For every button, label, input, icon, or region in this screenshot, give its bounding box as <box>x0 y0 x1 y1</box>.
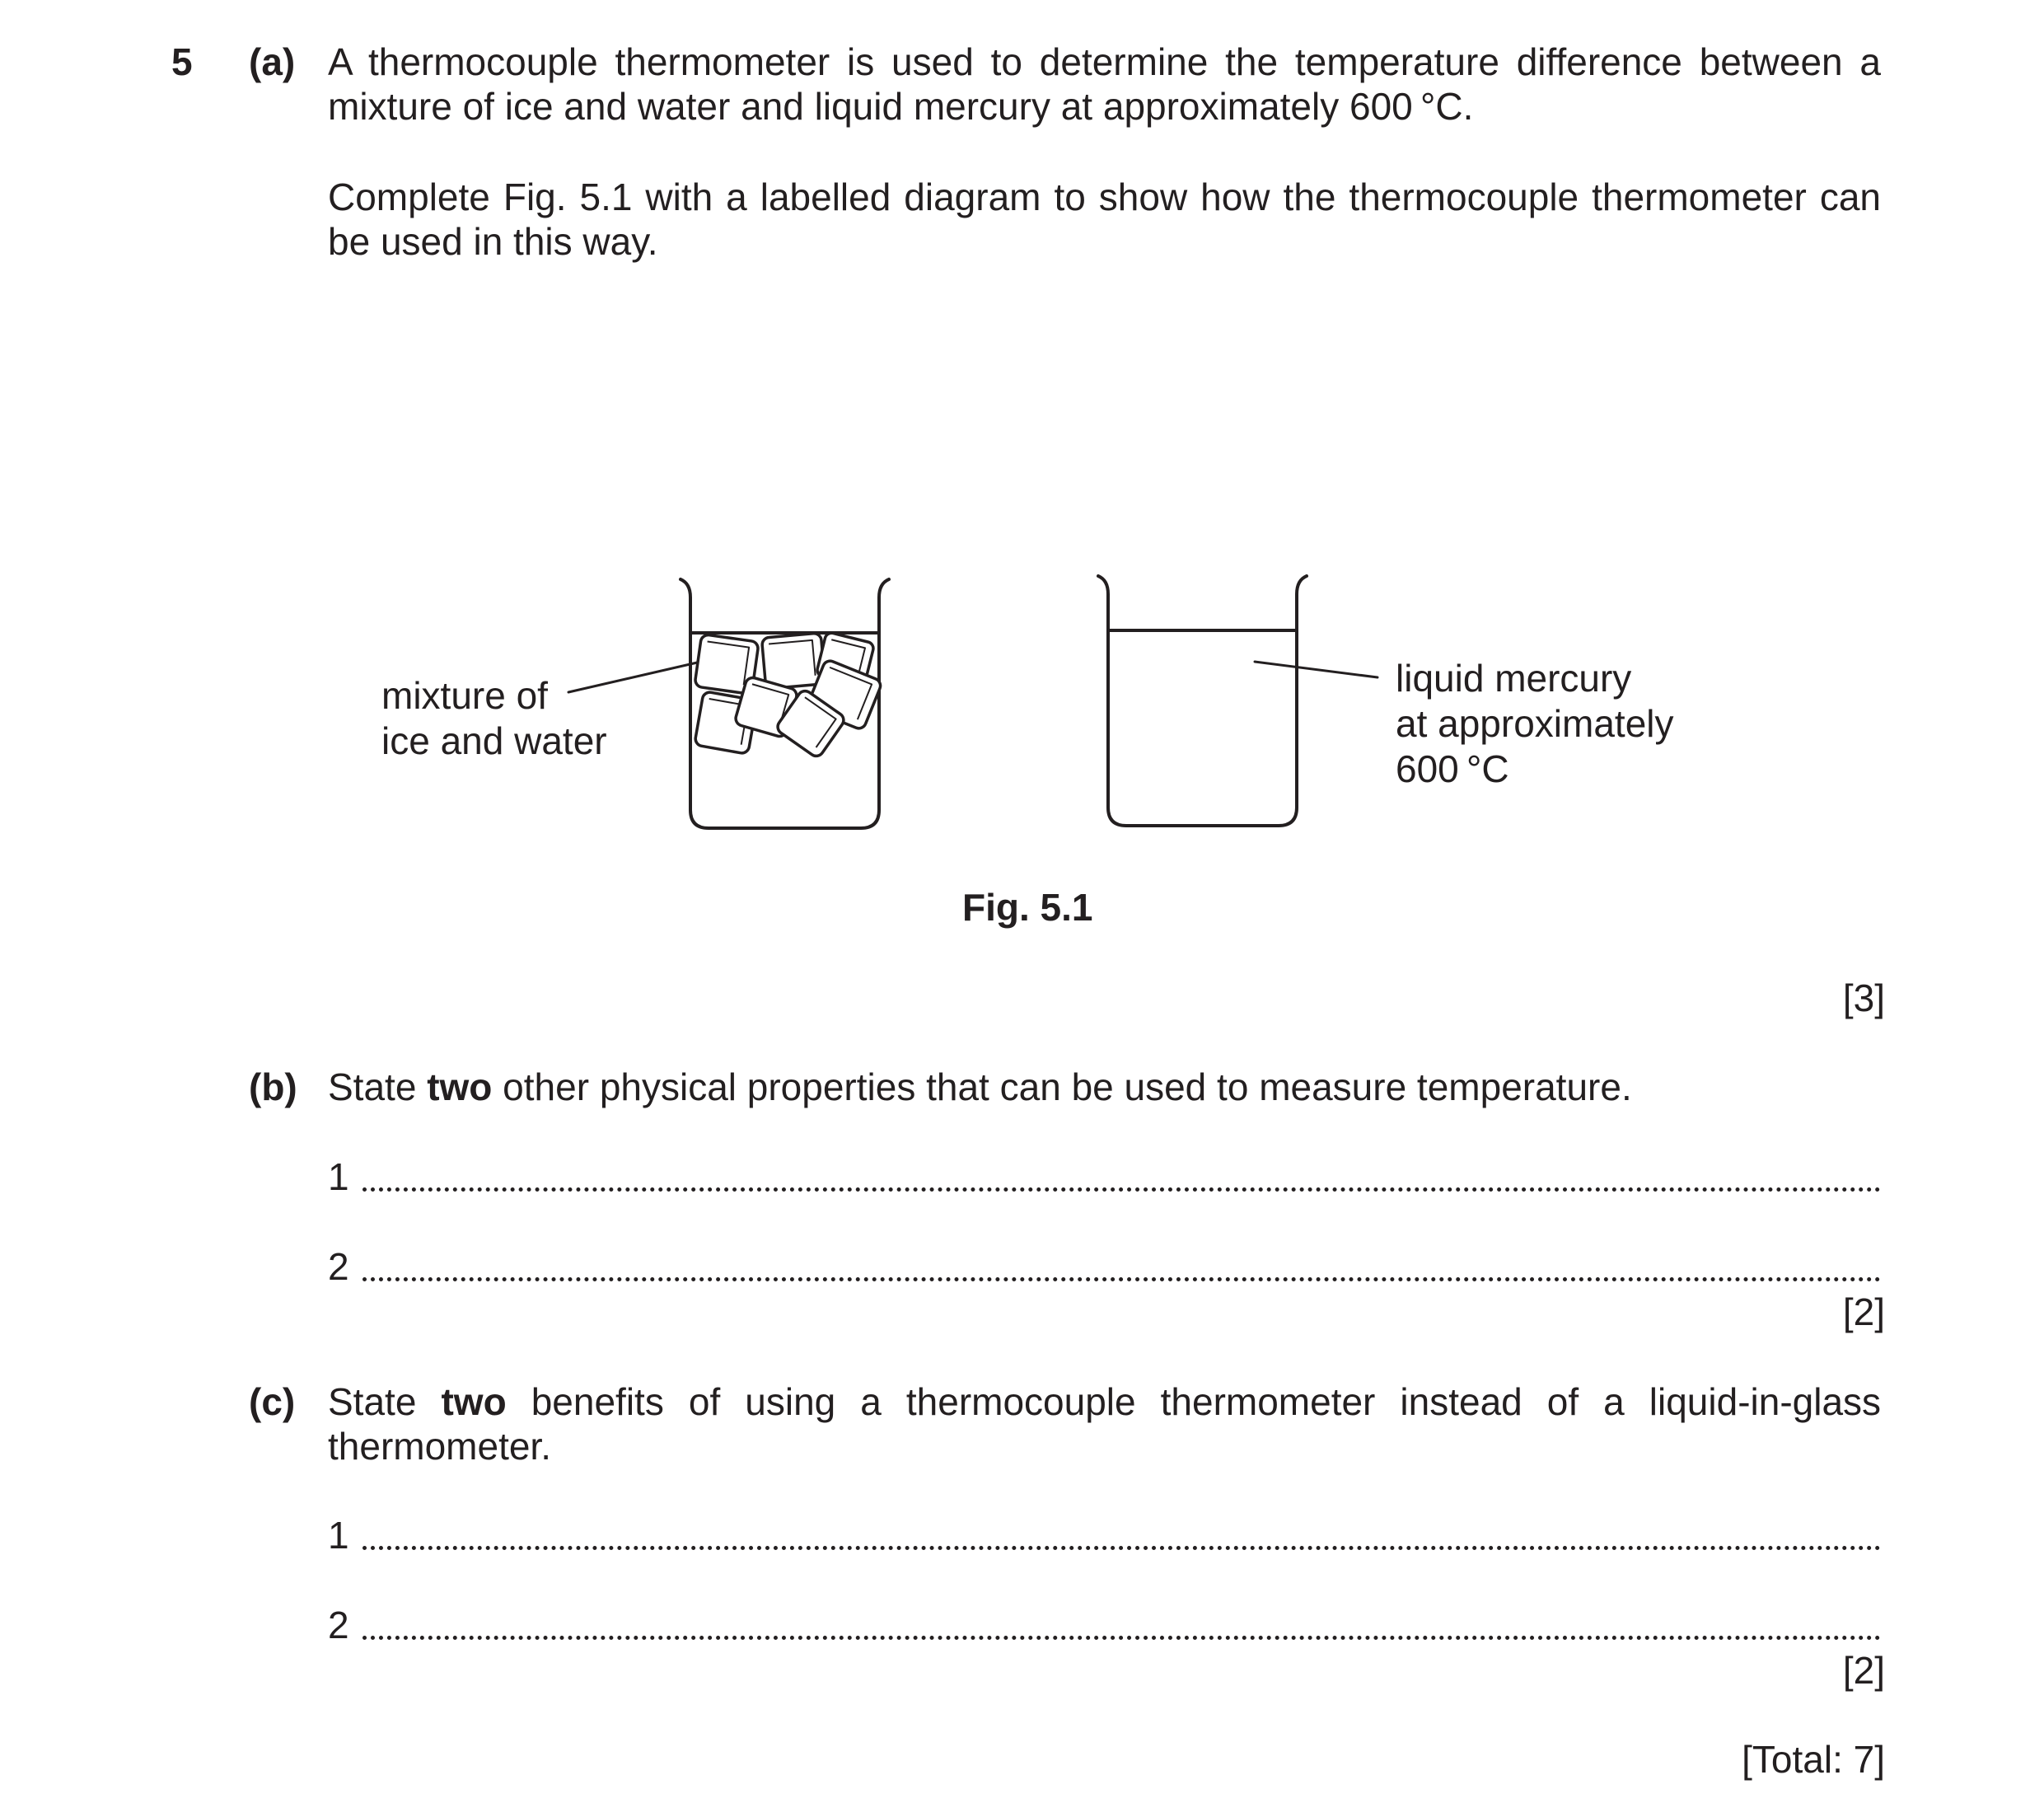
ice-cube <box>761 633 825 689</box>
total-marks: [Total: 7] <box>1742 1738 1885 1781</box>
part-c-answer2-line[interactable] <box>362 1636 1881 1640</box>
question-number: 5 <box>171 40 193 83</box>
part-b-answer1-number: 1 <box>328 1155 349 1198</box>
part-a-instruction-line1: Complete Fig. 5.1 with a labelled diagram to show how the thermocouple thermometer can <box>328 176 1881 218</box>
part-a-label: (a) <box>249 40 296 83</box>
figure-caption: Fig. 5.1 <box>962 886 1093 929</box>
label-mercury-line2: at approximately <box>1396 702 1674 745</box>
part-c-question-line1 <box>328 1379 1881 1425</box>
label-mercury-line1: liquid mercury <box>1396 657 1632 700</box>
part-a-marks: [3] <box>1842 976 1885 1019</box>
part-b-text-end: other physical properties that can be used to measure temperature. <box>492 1065 1632 1108</box>
right-label-leader <box>1255 662 1377 677</box>
figure-5-1-diagram <box>0 0 2044 906</box>
part-c-word-two: two <box>441 1380 507 1423</box>
label-ice-water-line1: mixture of <box>381 674 548 717</box>
part-b-answer2-line[interactable] <box>362 1277 1881 1281</box>
part-c-label: (c) <box>249 1380 296 1423</box>
label-mercury-line3: 600 °C <box>1396 747 1509 790</box>
right-beaker <box>1098 576 1307 826</box>
part-c-text-rest: benefits of using a thermocouple thermometer instead of a liquid-in-glass <box>531 1380 1882 1423</box>
part-b-marks: [2] <box>1842 1290 1885 1333</box>
part-b-text-bold: two <box>427 1065 493 1108</box>
part-a-text-line1: A thermocouple thermometer is used to determine the temperature difference between a <box>328 40 1881 83</box>
left-label-leader <box>568 658 715 692</box>
part-c-word-state: State <box>328 1380 417 1423</box>
part-c-marks: [2] <box>1842 1649 1885 1692</box>
label-ice-water-line2: ice and water <box>381 719 607 762</box>
part-a-instruction-line2: be used in this way. <box>328 220 658 263</box>
part-b-label: (b) <box>249 1065 297 1108</box>
ice-cubes <box>695 632 883 759</box>
part-c-answer2-number: 2 <box>328 1604 349 1646</box>
part-a-text-line2: mixture of ice and water and liquid mercury at approximately 600 °C. <box>328 85 1474 128</box>
part-c-question-line2: thermometer. <box>328 1425 551 1468</box>
part-b-answer2-number: 2 <box>328 1245 349 1288</box>
part-c-answer1-line[interactable] <box>362 1546 1881 1550</box>
part-b-question <box>328 1065 1632 1110</box>
part-b-text-start: State <box>328 1065 428 1108</box>
part-b-answer1-line[interactable] <box>362 1187 1881 1192</box>
part-c-answer1-number: 1 <box>328 1514 349 1557</box>
